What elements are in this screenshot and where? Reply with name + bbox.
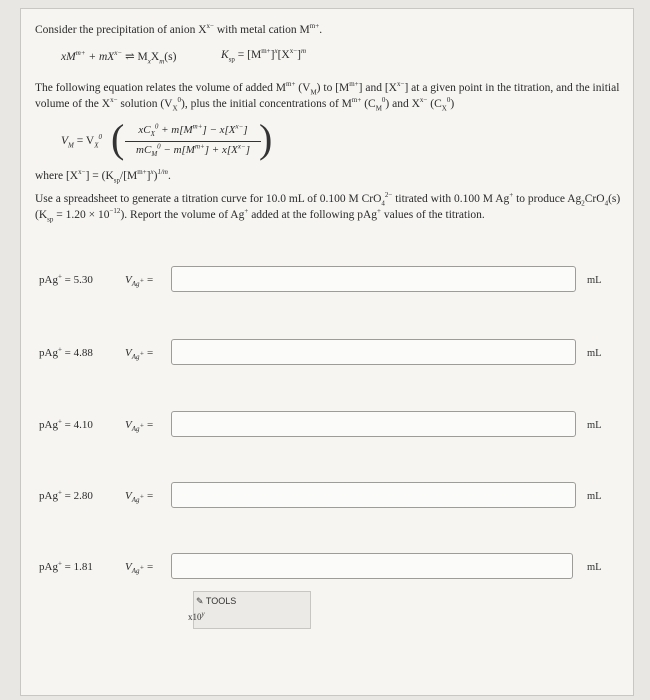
question-page (20, 8, 634, 696)
pencil-icon: ✎ (196, 596, 204, 606)
row-3-pag-label: pAg+ = 4.10 (39, 417, 93, 431)
row-1-pag-label: pAg+ = 5.30 (39, 272, 93, 286)
equation-numerator: $xC_X^0 + m[M^{m+}] - x[X^{x-}]$ (138, 122, 248, 139)
volume-input-pag-4-10[interactable] (171, 411, 576, 437)
row-5-unit: mL (587, 562, 602, 573)
task-line-2: $(K_{sp} = 1.20 \times 10^{-12})$. Report the volume of Ag+ added at the following pAg+ values of the titration. (35, 207, 485, 224)
row-4-volume-label: $V_{Ag^+}$ = (125, 490, 154, 505)
row-4-pag-label: pAg+ = 2.80 (39, 488, 93, 502)
volume-input-pag-1-81[interactable] (171, 553, 573, 579)
reaction-equation: $xM^{m+} + mX^{x-}$ ⇌ $M_xX_m(s)$ (61, 49, 177, 66)
equation-denominator: $mC_M^0 - m[M^{m+}] + x[X^{x-}]$ (136, 142, 250, 159)
volume-equation-lhs: $V_M = V_X^0$ (61, 133, 102, 150)
row-2-unit: mL (587, 348, 602, 359)
scientific-notation-button[interactable]: x10$^y$ (188, 610, 205, 622)
row-3-unit: mL (587, 420, 602, 431)
row-1-volume-label: $V_{Ag^+}$ = (125, 274, 154, 289)
row-1-unit: mL (587, 275, 602, 286)
left-paren: ( (111, 116, 125, 161)
row-4-unit: mL (587, 491, 602, 502)
volume-input-pag-2-80[interactable] (171, 482, 576, 508)
explanation-line-1: The following equation relates the volume of added $M^{m+}$ $(V_M)$ to $[M^{m+}]$ and $[X^{x-}]$ at a given point in the titration, and the initial (35, 80, 620, 97)
row-2-volume-label: $V_{Ag^+}$ = (125, 347, 154, 362)
task-line-1: Use a spreadsheet to generate a titration curve for 10.0 mL of 0.100 M CrO$_4^{2-}$ titrated with 0.100 M Ag+ to produce $Ag_2CrO_4(s)$ (35, 191, 621, 208)
ksp-expression: $K_{sp} = [M^{m+}]^x[X^{x-}]^m$ (221, 47, 307, 64)
where-line: where $[X^{x-}] = (K_{sp}/[M^{m+}]^x)^{1/m}$. (35, 168, 171, 185)
row-5-volume-label: $V_{Ag^+}$ = (125, 561, 154, 576)
row-3-volume-label: $V_{Ag^+}$ = (125, 419, 154, 434)
explanation-line-2: volume of the $X^{x-}$ solution $(V_X^0)$, plus the initial concentrations of $M^{m+}$ $(C_M^0)$ and $X^{x-}$ $(C_X^0)$ (35, 96, 455, 113)
volume-input-pag-4-88[interactable] (171, 339, 576, 365)
row-5-pag-label: pAg+ = 1.81 (39, 559, 93, 573)
tools-panel[interactable] (188, 591, 311, 629)
volume-input-pag-5-30[interactable] (171, 266, 576, 292)
row-2-pag-label: pAg+ = 4.88 (39, 345, 93, 359)
right-paren: ) (259, 116, 273, 161)
tools-button[interactable]: ✎ TOOLS (196, 596, 237, 606)
intro-text: Consider the precipitation of anion $X^{x-}$ with metal cation $M^{m+}$. (35, 22, 323, 36)
